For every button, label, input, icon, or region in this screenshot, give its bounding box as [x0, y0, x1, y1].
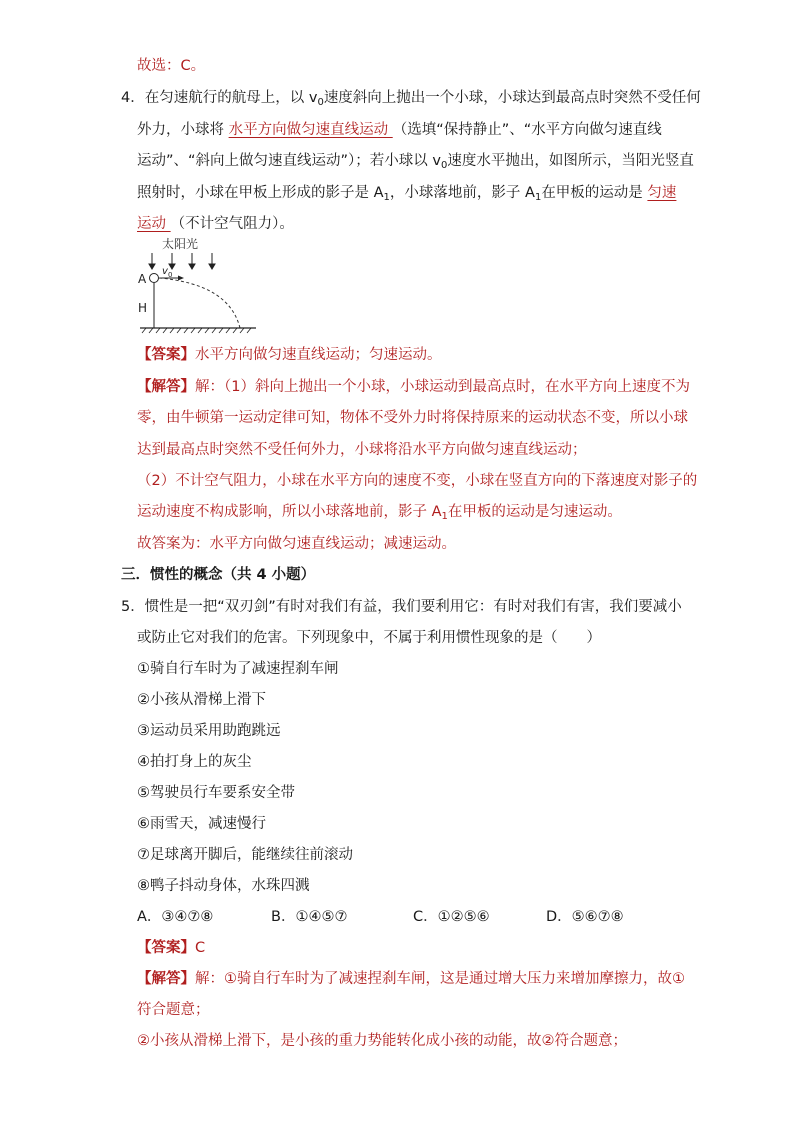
label-a: A [138, 272, 147, 286]
q5-answer: 【答案】C [137, 940, 206, 956]
q5-item: ②小孩从滑梯上滑下 [137, 692, 266, 708]
q5-item: ④拍打身上的灰尘 [137, 754, 252, 770]
deck-hatch [142, 328, 251, 333]
q5-item: ③运动员采用助跑跳远 [137, 723, 281, 739]
q4-solution-3: 达到最高点时突然不受任何外力，小球将沿水平方向做匀速直线运动； [137, 442, 587, 458]
prev-answer-line: 故选：C。 [137, 58, 206, 74]
q4-number: 4． [121, 90, 145, 106]
q4-answer: 【答案】水平方向做匀速直线运动；匀速运动。 [137, 347, 442, 363]
sunlight-arrows [149, 253, 215, 269]
q5-solution-3: ②小孩从滑梯上滑下，是小孩的重力势能转化成小孩的动能，故②符合题意； [137, 1033, 627, 1049]
label-h: H [138, 301, 148, 315]
q5-item: ⑥雨雪天，减速慢行 [137, 816, 266, 832]
q4-solution-1: 【解答】解：（1）斜向上抛出一个小球，小球运动到最高点时，在水平方向上速度不为 [137, 379, 690, 395]
q5-item: ⑧鸭子抖动身体，水珠四溅 [137, 878, 310, 894]
velocity-sub: 0 [168, 271, 173, 279]
projectile-figure [134, 236, 264, 336]
q4-solution-4: （2）不计空气阻力，小球在水平方向的速度不变，小球在竖直方向的下落速度对影子的 [137, 473, 698, 489]
ball [150, 274, 159, 283]
q5-option-b: B．①④⑤⑦ [271, 909, 348, 925]
q5-line-2: 或防止它对我们的危害。下列现象中，不属于利用惯性现象的是（ ） [137, 630, 601, 646]
sunlight-label: 太阳光 [162, 237, 199, 251]
q4-line-3: 运动”、“斜向上做匀速直线运动”）；若小球以 $v_0$速度水平抛出，如图所示，当阳光竖直 [137, 153, 694, 171]
q4-solution-5: 运动速度不构成影响，所以小球落地前，影子 $A_1$在甲板的运动是匀速运动。 [137, 504, 622, 522]
q4-solution-6: 故答案为：水平方向做匀速直线运动；减速运动。 [137, 536, 456, 552]
q4-line-2: 外力，小球将 水平方向做匀速直线运动 （选填“保持静止”、“水平方向做匀速直线 [137, 122, 662, 138]
q5-solution-1: 【解答】解：①骑自行车时为了减速捏刹车闸，这是通过增大压力来增加摩擦力，故① [137, 971, 685, 987]
velocity-label: v [162, 266, 168, 277]
q5-number: 5． [121, 599, 145, 615]
q5-option-d: D．⑤⑥⑦⑧ [546, 909, 624, 925]
q4-blank-2b: 运动 [137, 216, 171, 232]
q5-item: ⑤驾驶员行车要系安全带 [137, 785, 295, 801]
q4-blank-2a: 匀速 [647, 185, 677, 201]
q5-solution-2: 符合题意； [137, 1002, 210, 1018]
q4-line-1: 4．在匀速航行的航母上，以 $v_0$速度斜向上抛出一个小球，小球达到最高点时突然不受任何 [121, 90, 701, 108]
q4-solution-2: 零，由牛顿第一运动定律可知，物体不受外力时将保持原来的运动状态不变，所以小球 [137, 410, 688, 426]
q5-option-a: A．③④⑦⑧ [137, 909, 214, 925]
section-title: 三．惯性的概念（共 4 小题） [121, 567, 316, 583]
q4-blank-1: 水平方向做匀速直线运动 [228, 122, 393, 138]
q5-item: ①骑自行车时为了减速捏刹车闸 [137, 661, 339, 677]
q4-line-4: 照射时，小球在甲板上形成的影子是 $A_1$，小球落地前，影子 $A_1$在甲板的运动是 匀速 [137, 185, 677, 203]
trajectory [159, 278, 240, 328]
q4-line-5: 运动 （不计空气阻力）。 [137, 216, 294, 232]
q5-item: ⑦足球离开脚后，能继续往前滚动 [137, 847, 353, 863]
q5-line-1: 5．惯性是一把“双刃剑”有时对我们有益，我们要利用它：有时对我们有害，我们要减小 [121, 599, 682, 615]
q5-option-c: C．①②⑤⑥ [413, 909, 490, 925]
